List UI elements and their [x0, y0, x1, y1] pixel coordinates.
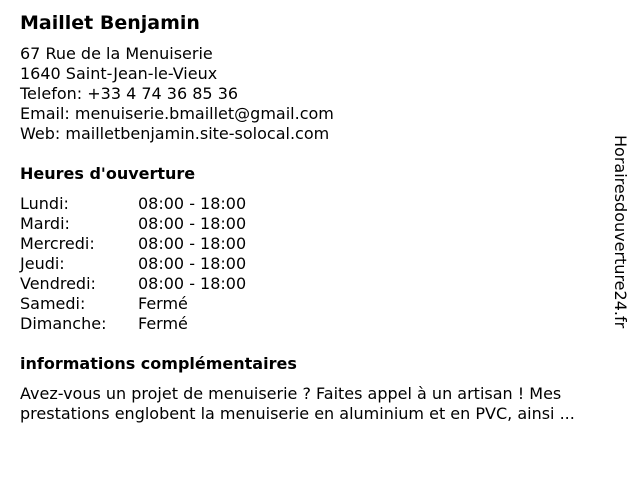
email-label: Email:	[20, 104, 70, 123]
web-line	[20, 124, 610, 144]
hours-row	[20, 314, 610, 334]
hours-time: Fermé	[138, 294, 188, 313]
hours-day: Mardi:	[20, 214, 70, 233]
web-label: Web:	[20, 124, 61, 143]
hours-day: Dimanche:	[20, 314, 107, 333]
hours-title: Heures d'ouverture	[20, 164, 196, 183]
hours-time: 08:00 - 18:00	[138, 194, 247, 213]
hours-day: Lundi:	[20, 194, 69, 213]
hours-row	[20, 274, 610, 294]
phone-number[interactable]: +33 4 74 36 85 36	[87, 84, 239, 103]
phone-line	[20, 84, 610, 104]
site-watermark: Horairesdouverture24.fr	[611, 135, 630, 329]
business-card	[20, 10, 610, 424]
hours-row	[20, 234, 610, 254]
hours-time: 08:00 - 18:00	[138, 234, 247, 253]
hours-row	[20, 254, 610, 274]
hours-row	[20, 214, 610, 234]
business-name: Maillet Benjamin	[20, 12, 200, 34]
website-link[interactable]: mailletbenjamin.site-solocal.com	[65, 124, 330, 143]
info-line-1: Avez-vous un projet de menuiserie ? Faites appel à un artisan ! Mes	[20, 384, 562, 403]
hours-time: 08:00 - 18:00	[138, 274, 247, 293]
hours-row	[20, 194, 610, 214]
hours-day: Vendredi:	[20, 274, 96, 293]
address-line-1: 67 Rue de la Menuiserie	[20, 44, 213, 63]
info-description	[20, 384, 610, 424]
info-line-2: prestations englobent la menuiserie en aluminium et en PVC, ainsi ...	[20, 404, 575, 423]
email-address[interactable]: menuiserie.bmaillet@gmail.com	[74, 104, 334, 123]
hours-time: 08:00 - 18:00	[138, 214, 247, 233]
hours-day: Mercredi:	[20, 234, 95, 253]
hours-row	[20, 294, 610, 314]
hours-day: Jeudi:	[20, 254, 65, 273]
phone-label: Telefon:	[20, 84, 83, 103]
address-line-2: 1640 Saint-Jean-le-Vieux	[20, 64, 218, 83]
info-title: informations complémentaires	[20, 354, 297, 373]
hours-time: 08:00 - 18:00	[138, 254, 247, 273]
email-line	[20, 104, 610, 124]
hours-time: Fermé	[138, 314, 188, 333]
hours-day: Samedi:	[20, 294, 86, 313]
